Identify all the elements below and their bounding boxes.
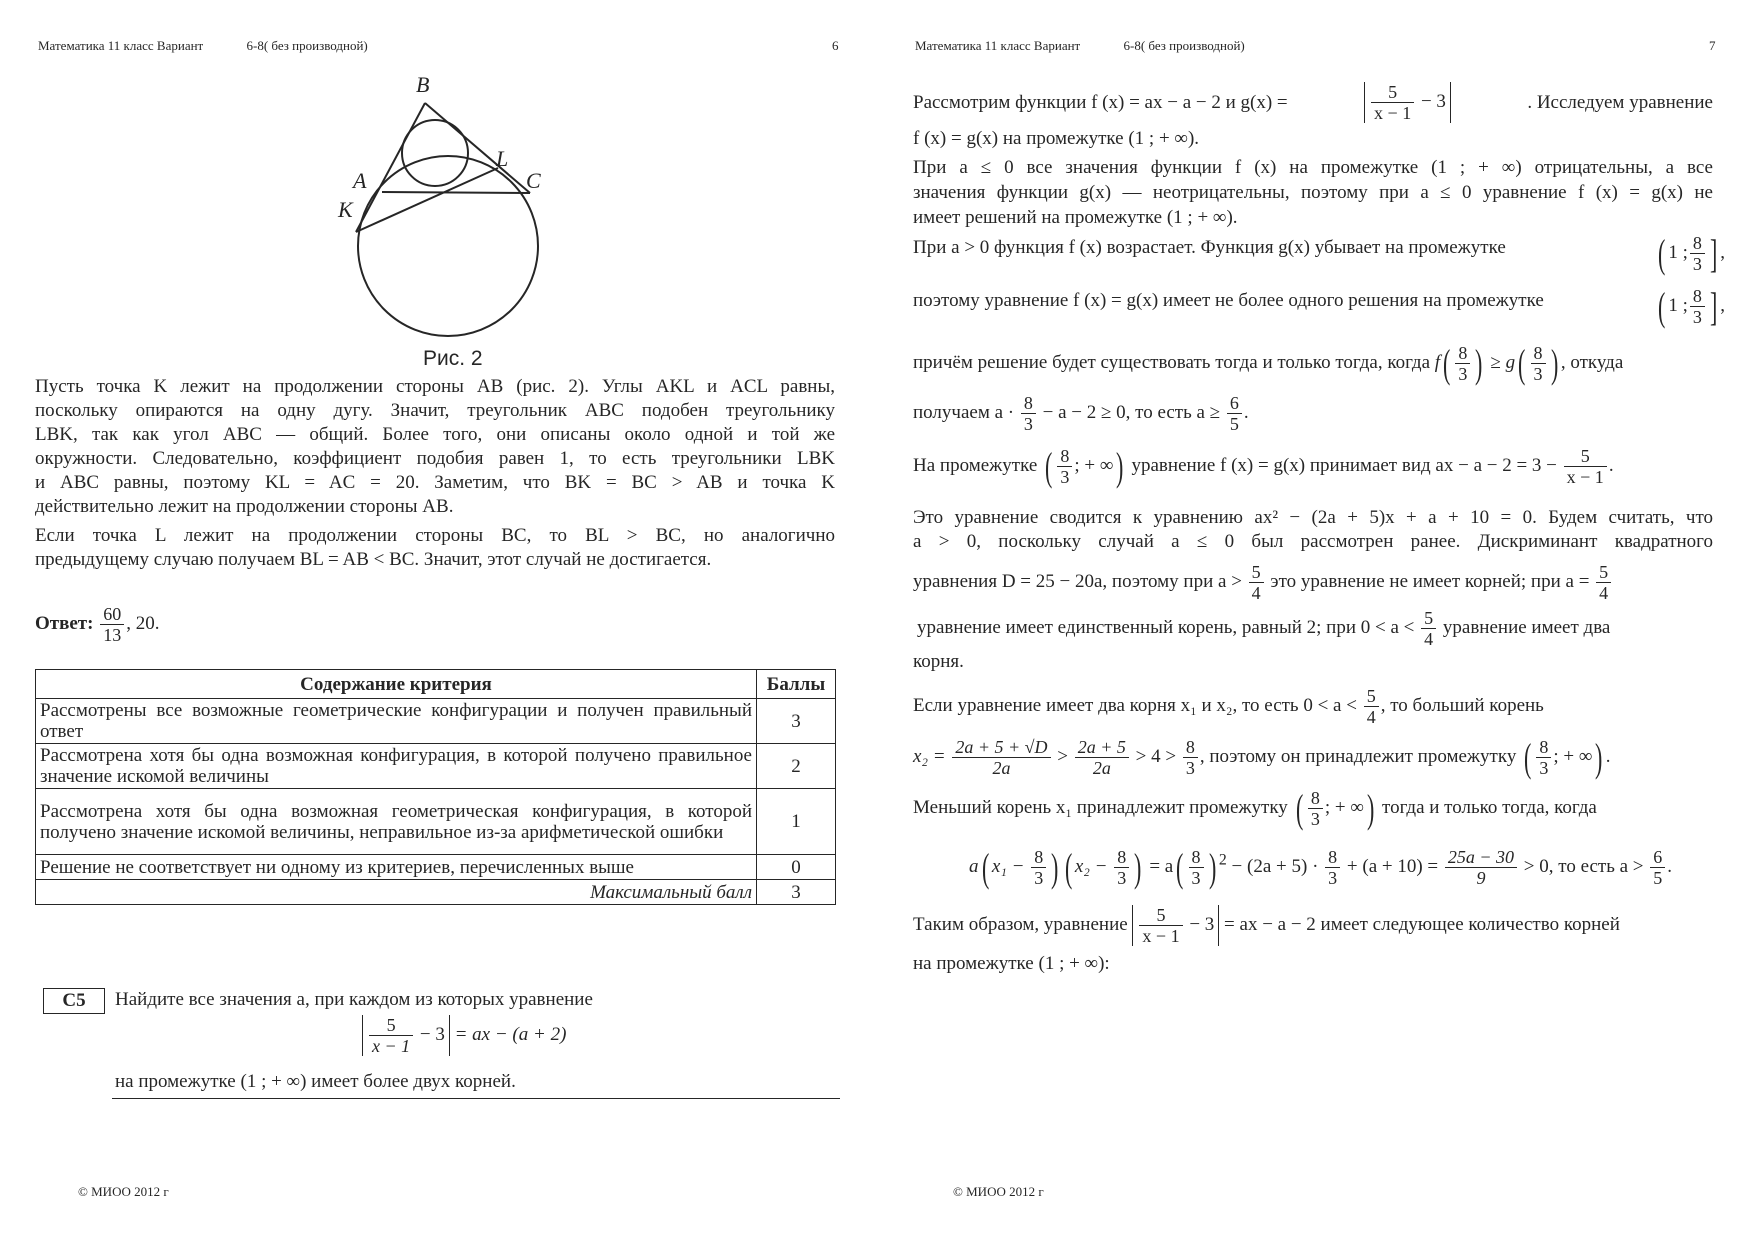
p7-line1: Таким образом, уравнение $\frac{5}{x - 1}$ − 3 = ax − a − 2 имеет следующее количество корней [913,905,1620,946]
p4-line4: уравнения D = 25 − 20a, поэтому при a > $\frac{5}{4}$ это уравнение не имеет корней; при a = $\frac{5}{4}$ [913,562,1713,603]
c5-task-tag: C5 [43,988,105,1014]
table-row: Рассмотрены все возможные геометрические конфигурации и получен правильный ответ 3 [36,699,836,744]
para2-line2: предыдущему случаю получаем BL = AB < BC. Значит, этот случай не достигается. [35,549,712,570]
table-row: Рассмотрена хотя бы одна возможная конфигурация, в которой получено правильное значение искомой величины 2 [36,744,836,789]
header-subject: Математика 11 класс Вариант [38,38,204,53]
table-row-max: Максимальный балл 3 [36,880,836,905]
criteria-table [35,669,836,905]
p5-line2: x₂ = $\frac{2a + 5 + √D}{2a}$ > $\frac{2a + 5}{2a}$ > 4 > $\frac{8}{3}$ , поэтому он принадлежит промежутку ( $\frac{8}{3}$ ; + ∞) . [913,734,1611,780]
p3-line4: получаем a · $\frac{8}{3}$ − a − 2 ≥ 0, то есть a ≥ $\frac{6}{5}$ . [913,393,1249,434]
p3-line1: При a > 0 функция f (x) возрастает. Функция g(x) убывает на промежутке [913,237,1506,258]
label-L: L [496,146,509,171]
geometry-figure [320,70,560,340]
p4-line1: На промежутке ( $\frac{8}{3}$ ; + ∞) уравнение f (x) = g(x) принимает вид ax − a − 2 = 3 − $\frac{5}{x - 1}$ . [913,443,1614,489]
p3-line3: причём решение будет существовать тогда и только тогда, когда f( $\frac{8}{3}$ ) ≥ g( $\frac{8}{3}$ ) , откуда [913,340,1624,386]
label-K: K [338,197,353,222]
side-BC [425,103,530,193]
header-page-number: 7 [1709,38,1716,53]
p1-line2: f (x) = g(x) на промежутке (1 ; + ∞). [913,128,1200,149]
table-row: Рассмотрена хотя бы одна возможная геометрическая конфигурация, в которой получено значение искомой величины, неправильное из-за арифметической ошибки 1 [36,789,836,855]
p5-line1: Если уравнение имеет два корня x₁ и x₂, то есть 0 < a < $\frac{5}{4}$ , то больший корень [913,686,1544,727]
c5-equation: $\frac{5}{x - 1}$ − 3 = ax − (a + 2) [362,1015,566,1056]
answer-rest: , 20. [126,612,160,634]
para1-line2: поскольку опираются на одну дугу. Значит, треугольник ABC подобен треугольнику [35,400,835,421]
table-header-points: Баллы [757,670,836,699]
segment-KL [356,168,498,232]
header-subject: Математика 11 класс Вариант [915,38,1081,53]
p6-line1: Меньший корень x₁ принадлежит промежутку ( $\frac{8}{3}$ ; + ∞) тогда и только тогда, когда [913,785,1597,831]
para1-line3: LBK, так как угол ABC — общий. Более того, они описаны около одной и той же [35,424,835,445]
right-footer: © МИОО 2012 г [953,1184,1044,1199]
right-header [915,38,1245,54]
header-variant: 6-8( без производной) [246,38,368,53]
side-AC [382,192,530,193]
figure-caption: Рис. 2 [423,347,483,370]
left-footer: © МИОО 2012 г [78,1184,169,1199]
p3-interval2: ( 1 ; $\frac{8}{3}$ ] , [1657,283,1725,329]
answer-label: Ответ: [35,612,94,634]
c5-task-tail: на промежутке (1 ; + ∞) имеет более двух корней. [115,1071,516,1092]
header-page-number: 6 [832,38,839,53]
p4-line5: уравнение имеет единственный корень, равный 2; при 0 < a < $\frac{5}{4}$ уравнение имеет два [917,608,1611,649]
p3-line2: поэтому уравнение f (x) = g(x) имеет не более одного решения на промежутке [913,290,1544,311]
left-header [38,38,368,54]
para2-line1: Если точка L лежит на продолжении стороны BC, то BL > BC, но аналогично [35,525,835,546]
answer-fraction: $\frac{60}{13}$ [100,604,124,645]
header-variant: 6-8( без производной) [1123,38,1245,53]
p2-line1: При a ≤ 0 все значения функции f (x) на промежутке (1 ; + ∞) отрицательны, а все [913,157,1713,178]
p4-line2: Это уравнение сводится к уравнению ax² − (2a + 5)x + a + 10 = 0. Будем считать, что [913,507,1713,528]
c5-task-text: Найдите все значения a, при каждом из которых уравнение [115,989,593,1010]
p2-line3: имеет решений на промежутке (1 ; + ∞). [913,207,1238,228]
table-row: Решение не соответствует ни одному из критериев, перечисленных выше 0 [36,855,836,880]
answer [35,604,159,645]
small-circle [402,120,468,186]
p3-interval1: ( 1 ; $\frac{8}{3}$ ] , [1657,230,1725,276]
label-A: A [353,168,367,193]
label-B: B [416,72,430,97]
p7-line2: на промежутке (1 ; + ∞): [913,953,1110,974]
para1-line1: Пусть точка K лежит на продолжении стороны AB (рис. 2). Углы AKL и ACL равны, [35,376,835,397]
right-page [877,0,1754,1239]
p2-line2: значения функции g(x) — неотрицательны, поэтому при a ≤ 0 уравнение f (x) = g(x) не [913,182,1713,203]
para1-line5: и ABC равны, поэтому KL = AC = 20. Заметим, что BK = BC > AB и точка K [35,472,835,493]
c5-underline [112,1098,840,1099]
p4-line6: корня. [913,651,964,672]
p1-line1: Рассмотрим функции f (x) = ax − a − 2 и g(x) = $\frac{5}{x - 1}$ − 3 . Исследуем уравнение [913,82,1713,123]
table-header-content: Содержание критерия [36,670,757,699]
p6-equation: a( x₁ − $\frac{8}{3}$ ) ( x₂ − $\frac{8}{3}$ ) = a( $\frac{8}{3}$ ) $^2$ − (2a + 5) · $\frac{8}{3}$ + (a + 10) = $\frac{25a - 30}{9}$ > 0, то есть a > $\frac{6}{5}$ . [969,844,1673,890]
label-C: C [526,168,541,193]
para1-line4: окружности. Следовательно, коэффициент подобия равен 1, то есть треугольники LBK [35,448,835,469]
para1-line6: действительно лежит на продолжении стороны AB. [35,496,454,517]
p4-line3: a > 0, поскольку случай a ≤ 0 был рассмотрен ранее. Дискриминант квадратного [913,531,1713,552]
